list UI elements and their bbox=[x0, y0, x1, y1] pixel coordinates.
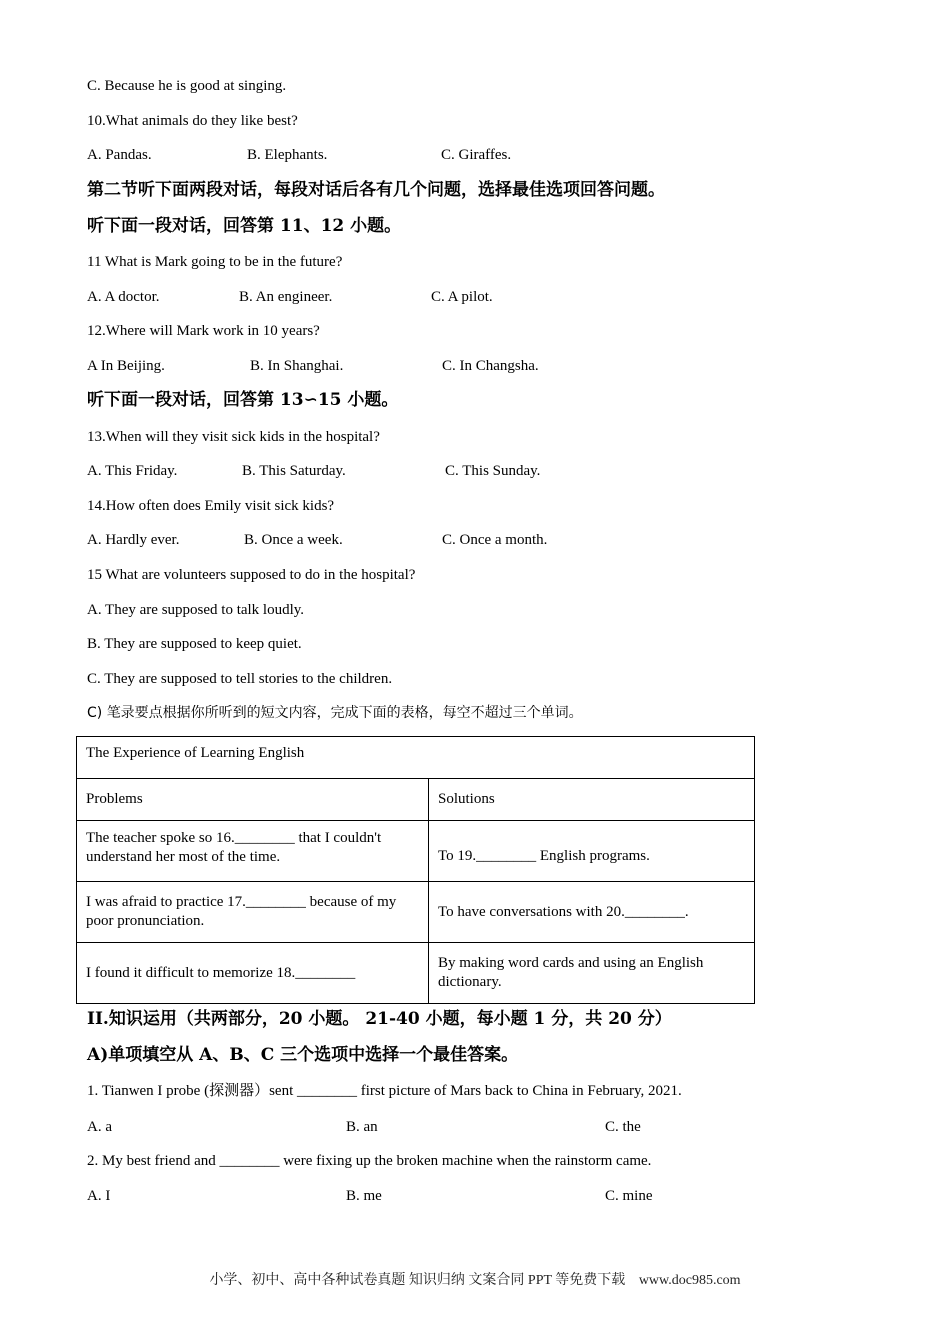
line-q9c: C. Because he is good at singing. bbox=[87, 78, 287, 94]
section-c-heading: C) 笔录要点根据你所听到的短文内容，完成下面的表格，每空不超过三个单词。 bbox=[87, 705, 583, 721]
mc-option-1c: C. the bbox=[605, 1119, 641, 1135]
option-11c: C. A pilot. bbox=[431, 289, 493, 305]
option-13b: B. This Saturday. bbox=[242, 463, 346, 479]
table-row bbox=[77, 821, 755, 882]
part-2-heading: II.知识运用（共两部分，20 小题。 21-40 小题，每小题 1 分，共 20 分） bbox=[87, 1009, 672, 1029]
option-10c: C. Giraffes. bbox=[441, 147, 512, 163]
option-11b: B. An engineer. bbox=[239, 289, 333, 305]
footer-text: 小学、初中、高中各种试卷真题 知识归纳 文案合同 PPT 等免费下载 bbox=[209, 1273, 626, 1288]
table-header-problems: Problems bbox=[77, 779, 429, 821]
question-11: 11 What is Mark going to be in the future? bbox=[87, 254, 343, 270]
solution-cell: To 19.________ English programs. bbox=[429, 821, 755, 882]
question-12: 12.Where will Mark work in 10 years? bbox=[87, 323, 320, 339]
dialogue-1-heading: 听下面一段对话，回答第 11、12 小题。 bbox=[87, 216, 402, 236]
table-row bbox=[77, 943, 755, 1004]
mc-option-2b: B. me bbox=[346, 1188, 382, 1204]
table-header-solutions: Solutions bbox=[429, 779, 755, 821]
footer-site-link[interactable]: www.doc985.com bbox=[638, 1273, 741, 1288]
problem-cell: I found it difficult to memorize 18.________ bbox=[77, 943, 429, 1004]
option-14a: A. Hardly ever. bbox=[87, 532, 180, 548]
question-14: 14.How often does Emily visit sick kids? bbox=[87, 498, 335, 514]
mc-option-1a: A. a bbox=[87, 1119, 112, 1135]
notes-table bbox=[76, 736, 755, 1004]
section-2-heading: 第二节听下面两段对话，每段对话后各有几个问题，选择最佳选项回答问题。 bbox=[87, 180, 665, 200]
mc-option-2c: C. mine bbox=[605, 1188, 653, 1204]
part-2-subheading: A)单项填空从 A、B、C 三个选项中选择一个最佳答案。 bbox=[87, 1045, 519, 1065]
option-10b: B. Elephants. bbox=[247, 147, 328, 163]
option-11a: A. A doctor. bbox=[87, 289, 160, 305]
option-10a: A. Pandas. bbox=[87, 147, 152, 163]
option-12a: A In Beijing. bbox=[87, 358, 165, 374]
solution-cell: By making word cards and using an English dictionary. bbox=[429, 943, 755, 1004]
question-15: 15 What are volunteers supposed to do in the hospital? bbox=[87, 567, 416, 583]
mc-option-2a: A. I bbox=[87, 1188, 111, 1204]
mc-question-1: 1. Tianwen I probe (探测器）sent ________ first picture of Mars back to China in February, 2021. bbox=[87, 1083, 682, 1099]
problem-cell: The teacher spoke so 16.________ that I couldn't understand her most of the time. bbox=[77, 821, 429, 882]
option-12c: C. In Changsha. bbox=[442, 358, 539, 374]
solution-cell: To have conversations with 20.________. bbox=[429, 882, 755, 943]
option-13c: C. This Sunday. bbox=[445, 463, 541, 479]
option-14b: B. Once a week. bbox=[244, 532, 343, 548]
question-13: 13.When will they visit sick kids in the hospital? bbox=[87, 429, 380, 445]
dialogue-2-heading: 听下面一段对话，回答第 13∽15 小题。 bbox=[87, 390, 399, 410]
option-14c: C. Once a month. bbox=[442, 532, 548, 548]
problem-cell: I was afraid to practice 17.________ because of my poor pronunciation. bbox=[77, 882, 429, 943]
option-13a: A. This Friday. bbox=[87, 463, 178, 479]
table-title: The Experience of Learning English bbox=[77, 737, 755, 779]
table-row bbox=[77, 882, 755, 943]
option-15c: C. They are supposed to tell stories to the children. bbox=[87, 671, 393, 687]
mc-option-1b: B. an bbox=[346, 1119, 378, 1135]
mc-question-2: 2. My best friend and ________ were fixing up the broken machine when the rainstorm came. bbox=[87, 1153, 652, 1169]
option-15a: A. They are supposed to talk loudly. bbox=[87, 602, 305, 618]
option-15b: B. They are supposed to keep quiet. bbox=[87, 636, 302, 652]
page-footer bbox=[0, 1269, 950, 1289]
question-10: 10.What animals do they like best? bbox=[87, 113, 298, 129]
option-12b: B. In Shanghai. bbox=[250, 358, 344, 374]
